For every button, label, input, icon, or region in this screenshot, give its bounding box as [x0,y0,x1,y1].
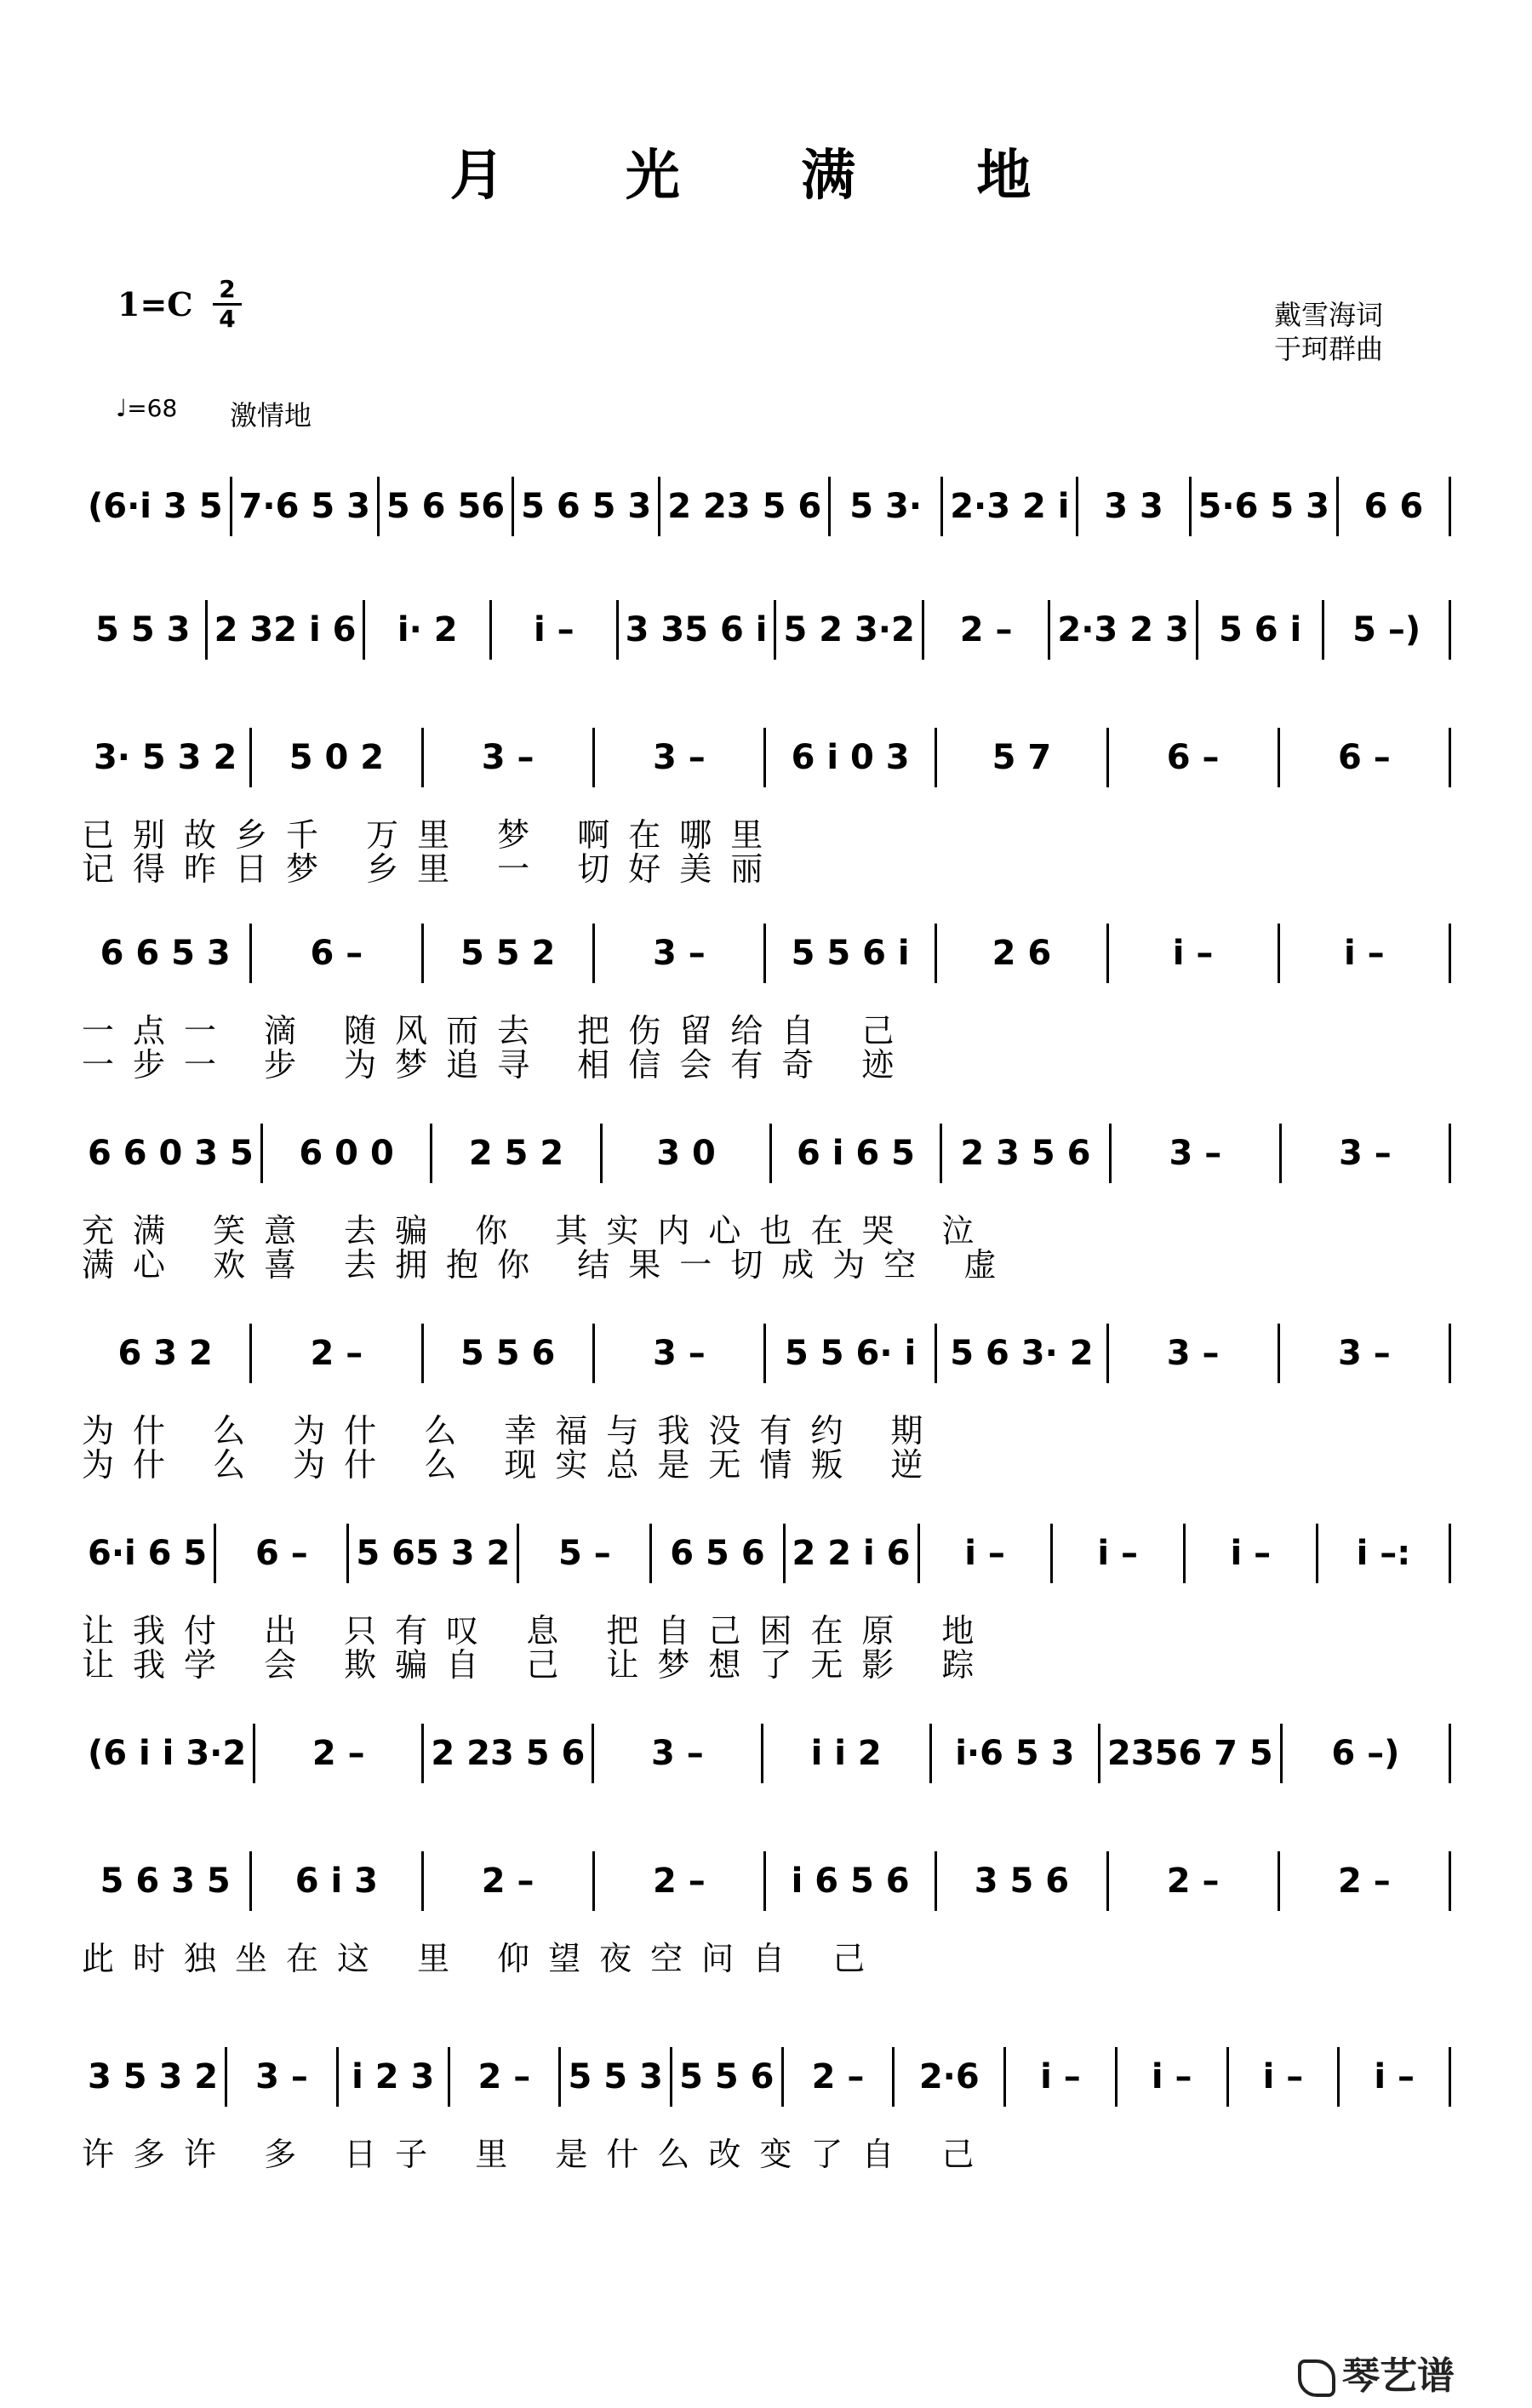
measure: 6 3 2 [117,1334,213,1373]
measure: 2 23 5 6 [658,477,828,536]
measure: 5 65 3 2 [346,1524,517,1583]
notation-row [81,924,1451,983]
lyric-line: 让我付 出 只有叹 息 把自己困在原 地 [82,1612,993,1650]
measure: 6 – [214,1524,346,1583]
measure: 6 i 6 5 [769,1124,939,1183]
measure: 3 – [1279,1124,1451,1183]
measure: i i 2 [761,1724,929,1783]
measure: i – [1337,2047,1451,2107]
lyric-line: 让我学 会 欺骗自 己 让梦想了无影 踪 [82,1646,993,1684]
measure: (6·i 3 5 [88,487,223,526]
measure: 3 – [592,1324,763,1383]
measure: i – [1183,1524,1316,1583]
measure: 2 – [1278,1851,1451,1911]
measure: 2 3 5 6 [940,1124,1109,1183]
key-signature: 1=C [117,285,193,323]
notation-row [81,1724,1451,1783]
watermark-text: 琴艺谱 [1342,2354,1455,2398]
measure: 6 –) [1280,1724,1451,1783]
measure: 5 5 6 [421,1324,592,1383]
measure: i – [1050,1524,1183,1583]
lyric-line: 许多许 多 日子 里 是什么改变了自 己 [82,2136,993,2173]
lyric-line: 一步一 步 为梦追寻 相信会有奇 迹 [82,1046,913,1084]
measure: 3 – [225,2047,336,2107]
notation-row [81,2047,1451,2107]
measure: 6 0 0 [260,1124,430,1183]
measure: 3· 5 3 2 [93,738,237,777]
measure: i – [1106,924,1278,983]
measure: i – [1003,2047,1115,2107]
measure: 2 – [249,1324,420,1383]
measure: 5 5 3 [558,2047,670,2107]
measure: 5 7 [935,728,1106,787]
measure: i –: [1316,1524,1451,1583]
measure: 2 – [448,2047,559,2107]
measure: 6·i 6 5 [88,1534,208,1573]
lyric-line: 为什 么 为什 么 幸福与我没有约 期 [82,1412,942,1450]
notation-row [81,1524,1451,1583]
logo-icon [1298,2359,1335,2397]
measure: 7·6 5 3 [230,477,377,536]
measure: 3 0 [600,1124,769,1183]
song-title: 月 光 满 地 [449,145,1083,208]
measure: 6 5 6 [649,1524,782,1583]
lyric-line: 记得昨日梦 乡里 一 切好美丽 [82,850,782,888]
measure: 6 6 0 3 5 [88,1134,254,1173]
measure: 2 – [1106,1851,1278,1911]
measure: 5 5 6 i [763,924,935,983]
measure: 3 5 6 [935,1851,1106,1911]
time-signature [213,277,242,332]
measure: 5 0 2 [249,728,420,787]
measure: 5 3· [828,477,940,536]
measure: i – [1278,924,1451,983]
measure: 2·6 [892,2047,1003,2107]
measure: 5 6 5 3 [512,477,658,536]
measure: 3 – [421,728,592,787]
measure: i – [1226,2047,1338,2107]
measure: 2 23 5 6 [421,1724,592,1783]
measure: 2·3 2 i [940,477,1076,536]
lyricist-credit: 戴雪海词 [1274,299,1384,331]
measure: 5 6 3 5 [100,1862,231,1901]
lyric-line: 已别故乡千 万里 梦 啊在哪里 [82,816,782,854]
watermark-logo [1298,2345,1455,2399]
measure: 5 – [517,1524,649,1583]
measure: i – [917,1524,1050,1583]
notation-row [81,600,1451,660]
lyric-line: 此时独坐在这 里 仰望夜空问自 己 [82,1940,884,1977]
measure: 6 i 0 3 [763,728,935,787]
measure: 6 6 [1336,477,1451,536]
measure: 3 – [1109,1124,1278,1183]
measure: 2 – [592,1851,763,1911]
measure: 3 35 6 i [616,600,775,660]
measure: 2356 7 5 [1098,1724,1280,1783]
expression-marking: 激情地 [230,399,312,432]
measure: 6 6 5 3 [100,934,231,973]
measure: 5·6 5 3 [1189,477,1336,536]
measure: 3 – [1278,1324,1451,1383]
measure: 3 5 3 2 [88,2057,219,2096]
tempo-marking: ♩=68 [116,394,178,422]
measure: 3 – [592,924,763,983]
lyric-line: 一点一 滴 随风而去 把伤留给自 己 [82,1012,913,1050]
measure: 2 – [253,1724,421,1783]
measure: i – [1115,2047,1226,2107]
notation-row [81,728,1451,787]
measure: i – [489,600,616,660]
measure: 6 – [1278,728,1451,787]
measure: 5 6 3· 2 [935,1324,1106,1383]
measure: 5 6 i [1196,600,1323,660]
measure: 3 3 [1076,477,1188,536]
time-bottom: 4 [219,305,236,333]
notation-row [81,1324,1451,1383]
measure: 5 5 3 [95,610,191,649]
measure: 2 32 i 6 [205,600,363,660]
measure: 5 5 6· i [763,1324,935,1383]
lyric-line: 充满 笑意 去骗 你 其实内心也在哭 泣 [82,1212,993,1250]
measure: 3 – [592,728,763,787]
notation-row [81,477,1451,536]
measure: 2 – [781,2047,893,2107]
measure: 2 2 i 6 [783,1524,917,1583]
measure: i· 2 [363,600,489,660]
measure: 6 – [1106,728,1278,787]
notation-row [81,1851,1451,1911]
lyric-line: 为什 么 为什 么 现实总是无情叛 逆 [82,1446,942,1484]
measure: 2 6 [935,924,1106,983]
measure: 5 6 56 [377,477,512,536]
measure: 2·3 2 3 [1048,600,1195,660]
measure: 3 – [1106,1324,1278,1383]
notation-row [81,1124,1451,1183]
measure: 5 –) [1322,600,1451,660]
measure: 6 – [249,924,420,983]
measure: 2 – [922,600,1049,660]
measure: 2 – [421,1851,592,1911]
time-top: 2 [219,275,236,303]
measure: i 2 3 [336,2047,448,2107]
measure: 2 5 2 [430,1124,599,1183]
measure: 5 2 3·2 [774,600,921,660]
measure: (6 i i 3·2 [88,1734,247,1773]
composer-credit: 于珂群曲 [1274,333,1384,365]
measure: 5 5 6 [670,2047,781,2107]
lyric-line: 满心 欢喜 去拥抱你 结果一切成为空 虚 [82,1246,1015,1284]
measure: i·6 5 3 [929,1724,1098,1783]
measure: 6 i 3 [249,1851,420,1911]
measure: i 6 5 6 [763,1851,935,1911]
measure: 3 – [592,1724,760,1783]
measure: 5 5 2 [421,924,592,983]
